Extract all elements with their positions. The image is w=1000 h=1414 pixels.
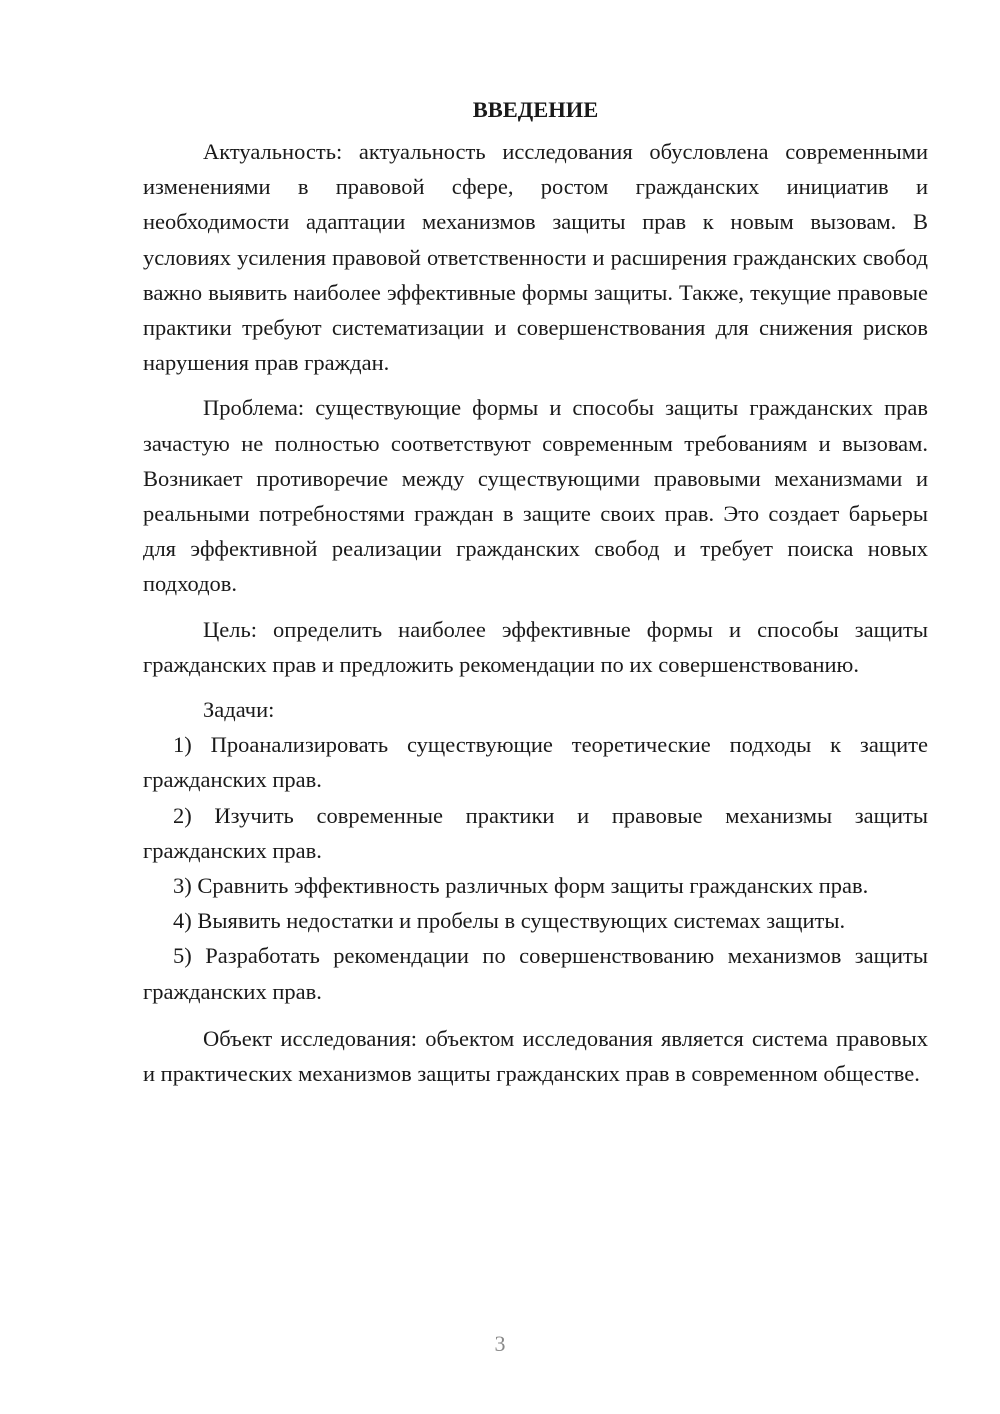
task-item-1: 1) Проанализировать существующие теоретические подходы к защите гражданских прав. [143, 732, 928, 793]
paragraph-problem: Проблема: существующие формы и способы защиты гражданских прав зачастую не полностью соответствуют современным требованиям и вызовам. Возникает противоречие между существующими правовыми механизмами и реальными потребностями граждан в защите своих прав. Это создает барьеры для эффективной реализации гражданских свобод и требует поиска новых подходов. [143, 395, 928, 597]
paragraph-goal: Цель: определить наиболее эффективные формы и способы защиты гражданских прав и предложить рекомендации по их совершенствованию. [143, 616, 928, 677]
task-item-5: 5) Разработать рекомендации по совершенствованию механизмов защиты гражданских прав. [143, 943, 928, 1004]
paragraph-object: Объект исследования: объектом исследования является система правовых и практических механизмов защиты гражданских прав в современном обществе. [143, 1025, 928, 1087]
document-page [143, 92, 928, 1091]
page-number: 3 [494, 1331, 506, 1356]
task-item-4: 4) Выявить недостатки и пробелы в существующих системах защиты. [173, 908, 846, 934]
task-item-2: 2) Изучить современные практики и правовые механизмы защиты гражданских прав. [143, 802, 928, 863]
paragraph-relevance: Актуальность: актуальность исследования обусловлена современными изменениями в правовой сфере, ростом гражданских инициатив и необходимости адаптации механизмов защиты прав к новым вызовам. В условиях усиления правовой ответственности и расширения гражданских свобод важно выявить наиболее эффективные формы защиты. Также, текущие правовые практики требуют систематизации и совершенствования для снижения рисков нарушения прав граждан. [143, 139, 928, 376]
page-title: ВВЕДЕНИЕ [472, 97, 599, 122]
paragraph-tasks-heading: Задачи: [203, 697, 275, 723]
task-item-3: 3) Сравнить эффективность различных форм защиты гражданских прав. [173, 873, 869, 899]
